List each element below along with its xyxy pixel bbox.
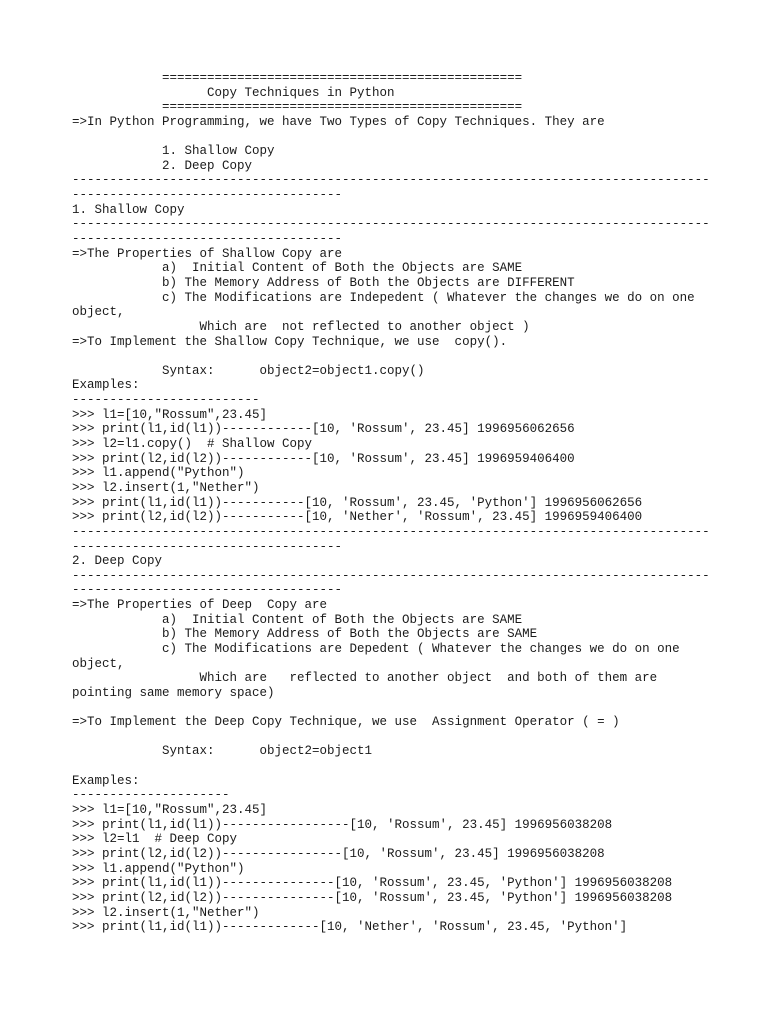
code-line: >>> l2.insert(1,"Nether") <box>72 480 260 495</box>
text-line: =>To Implement the Deep Copy Technique, we use Assignment Operator ( = ) <box>72 715 620 730</box>
examples-heading: Examples: <box>72 773 140 788</box>
text-line: =>The Properties of Deep Copy are <box>72 598 328 613</box>
text-line: Which are reflected to another object and both of them are <box>72 671 658 686</box>
code-line: >>> l1.append("Python") <box>72 466 245 481</box>
document-text <box>72 71 712 935</box>
text-line: a) Initial Content of Both the Objects are SAME <box>72 612 523 627</box>
title-rule-bottom: ================================================ <box>72 100 523 115</box>
list-item-deep: 2. Deep Copy <box>72 158 253 173</box>
text-line: object, <box>72 656 125 671</box>
code-line: >>> print(l2,id(l2))-----------[10, 'Nether', 'Rossum', 23.45] 1996959406400 <box>72 510 643 525</box>
text-line: b) The Memory Address of Both the Objects are DIFFERENT <box>72 275 575 290</box>
code-line: >>> print(l1,id(l1))---------------[10, 'Rossum', 23.45, 'Python'] 1996956038208 <box>72 876 673 891</box>
code-line: >>> print(l2,id(l2))----------------[10, 'Rossum', 23.45] 1996956038208 <box>72 846 605 861</box>
text-line: =>To Implement the Shallow Copy Technique, we use copy(). <box>72 334 508 349</box>
blank-line <box>72 701 712 716</box>
divider-line: ------------------------------------------------------------------------------------- <box>72 217 710 232</box>
intro-line: =>In Python Programming, we have Two Types of Copy Techniques. They are <box>72 114 605 129</box>
code-line: >>> l1=[10,"Rossum",23.45] <box>72 407 268 422</box>
section-heading-shallow: 1. Shallow Copy <box>72 202 185 217</box>
divider-line: ------------------------------------------------------------------------------------- <box>72 173 710 188</box>
code-line: >>> print(l1,id(l1))-----------[10, 'Rossum', 23.45, 'Python'] 1996956062656 <box>72 495 643 510</box>
code-line: >>> l2=l1.copy() # Shallow Copy <box>72 437 313 452</box>
text-line: pointing same memory space) <box>72 685 275 700</box>
text-line: a) Initial Content of Both the Objects are SAME <box>72 261 523 276</box>
text-line: b) The Memory Address of Both the Objects are SAME <box>72 627 538 642</box>
divider-line: ------------------------------------ <box>72 583 343 598</box>
blank-line <box>72 349 712 364</box>
page-title: Copy Techniques in Python <box>72 85 395 100</box>
blank-line <box>72 130 712 145</box>
code-line: >>> print(l2,id(l2))---------------[10, 'Rossum', 23.45, 'Python'] 1996956038208 <box>72 890 673 905</box>
divider-line: ------------------------------------ <box>72 539 343 554</box>
section-heading-deep: 2. Deep Copy <box>72 554 163 569</box>
code-line: >>> l1.append("Python") <box>72 861 245 876</box>
text-line: Which are not reflected to another object ) <box>72 319 530 334</box>
text-line: object, <box>72 305 125 320</box>
list-item-shallow: 1. Shallow Copy <box>72 144 275 159</box>
code-line: >>> print(l1,id(l1))------------[10, 'Rossum', 23.45] 1996956062656 <box>72 422 575 437</box>
text-line: c) The Modifications are Indepedent ( Whatever the changes we do on one <box>72 290 695 305</box>
text-line: c) The Modifications are Depedent ( Whatever the changes we do on one <box>72 641 680 656</box>
title-rule-top: ================================================ <box>72 71 523 85</box>
divider-line: ------------------------------------ <box>72 232 343 247</box>
code-line: >>> l2=l1 # Deep Copy <box>72 832 238 847</box>
blank-line <box>72 759 712 774</box>
code-line: >>> l2.insert(1,"Nether") <box>72 905 260 920</box>
divider-line: --------------------- <box>72 788 230 803</box>
divider-line: ------------------------------------ <box>72 188 343 203</box>
text-line: =>The Properties of Shallow Copy are <box>72 246 343 261</box>
code-line: >>> l1=[10,"Rossum",23.45] <box>72 803 268 818</box>
syntax-line: Syntax: object2=object1 <box>72 744 373 759</box>
examples-heading: Examples: <box>72 378 140 393</box>
code-line: >>> print(l1,id(l1))-----------------[10, 'Rossum', 23.45] 1996956038208 <box>72 817 613 832</box>
code-line: >>> print(l2,id(l2))------------[10, 'Rossum', 23.45] 1996959406400 <box>72 451 575 466</box>
divider-line: ------------------------------------------------------------------------------------- <box>72 568 710 583</box>
syntax-line: Syntax: object2=object1.copy() <box>72 363 425 378</box>
blank-line <box>72 730 712 745</box>
divider-line: ------------------------- <box>72 393 260 408</box>
code-line: >>> print(l1,id(l1))-------------[10, 'Nether', 'Rossum', 23.45, 'Python'] <box>72 920 628 935</box>
divider-line: ------------------------------------------------------------------------------------- <box>72 524 710 539</box>
